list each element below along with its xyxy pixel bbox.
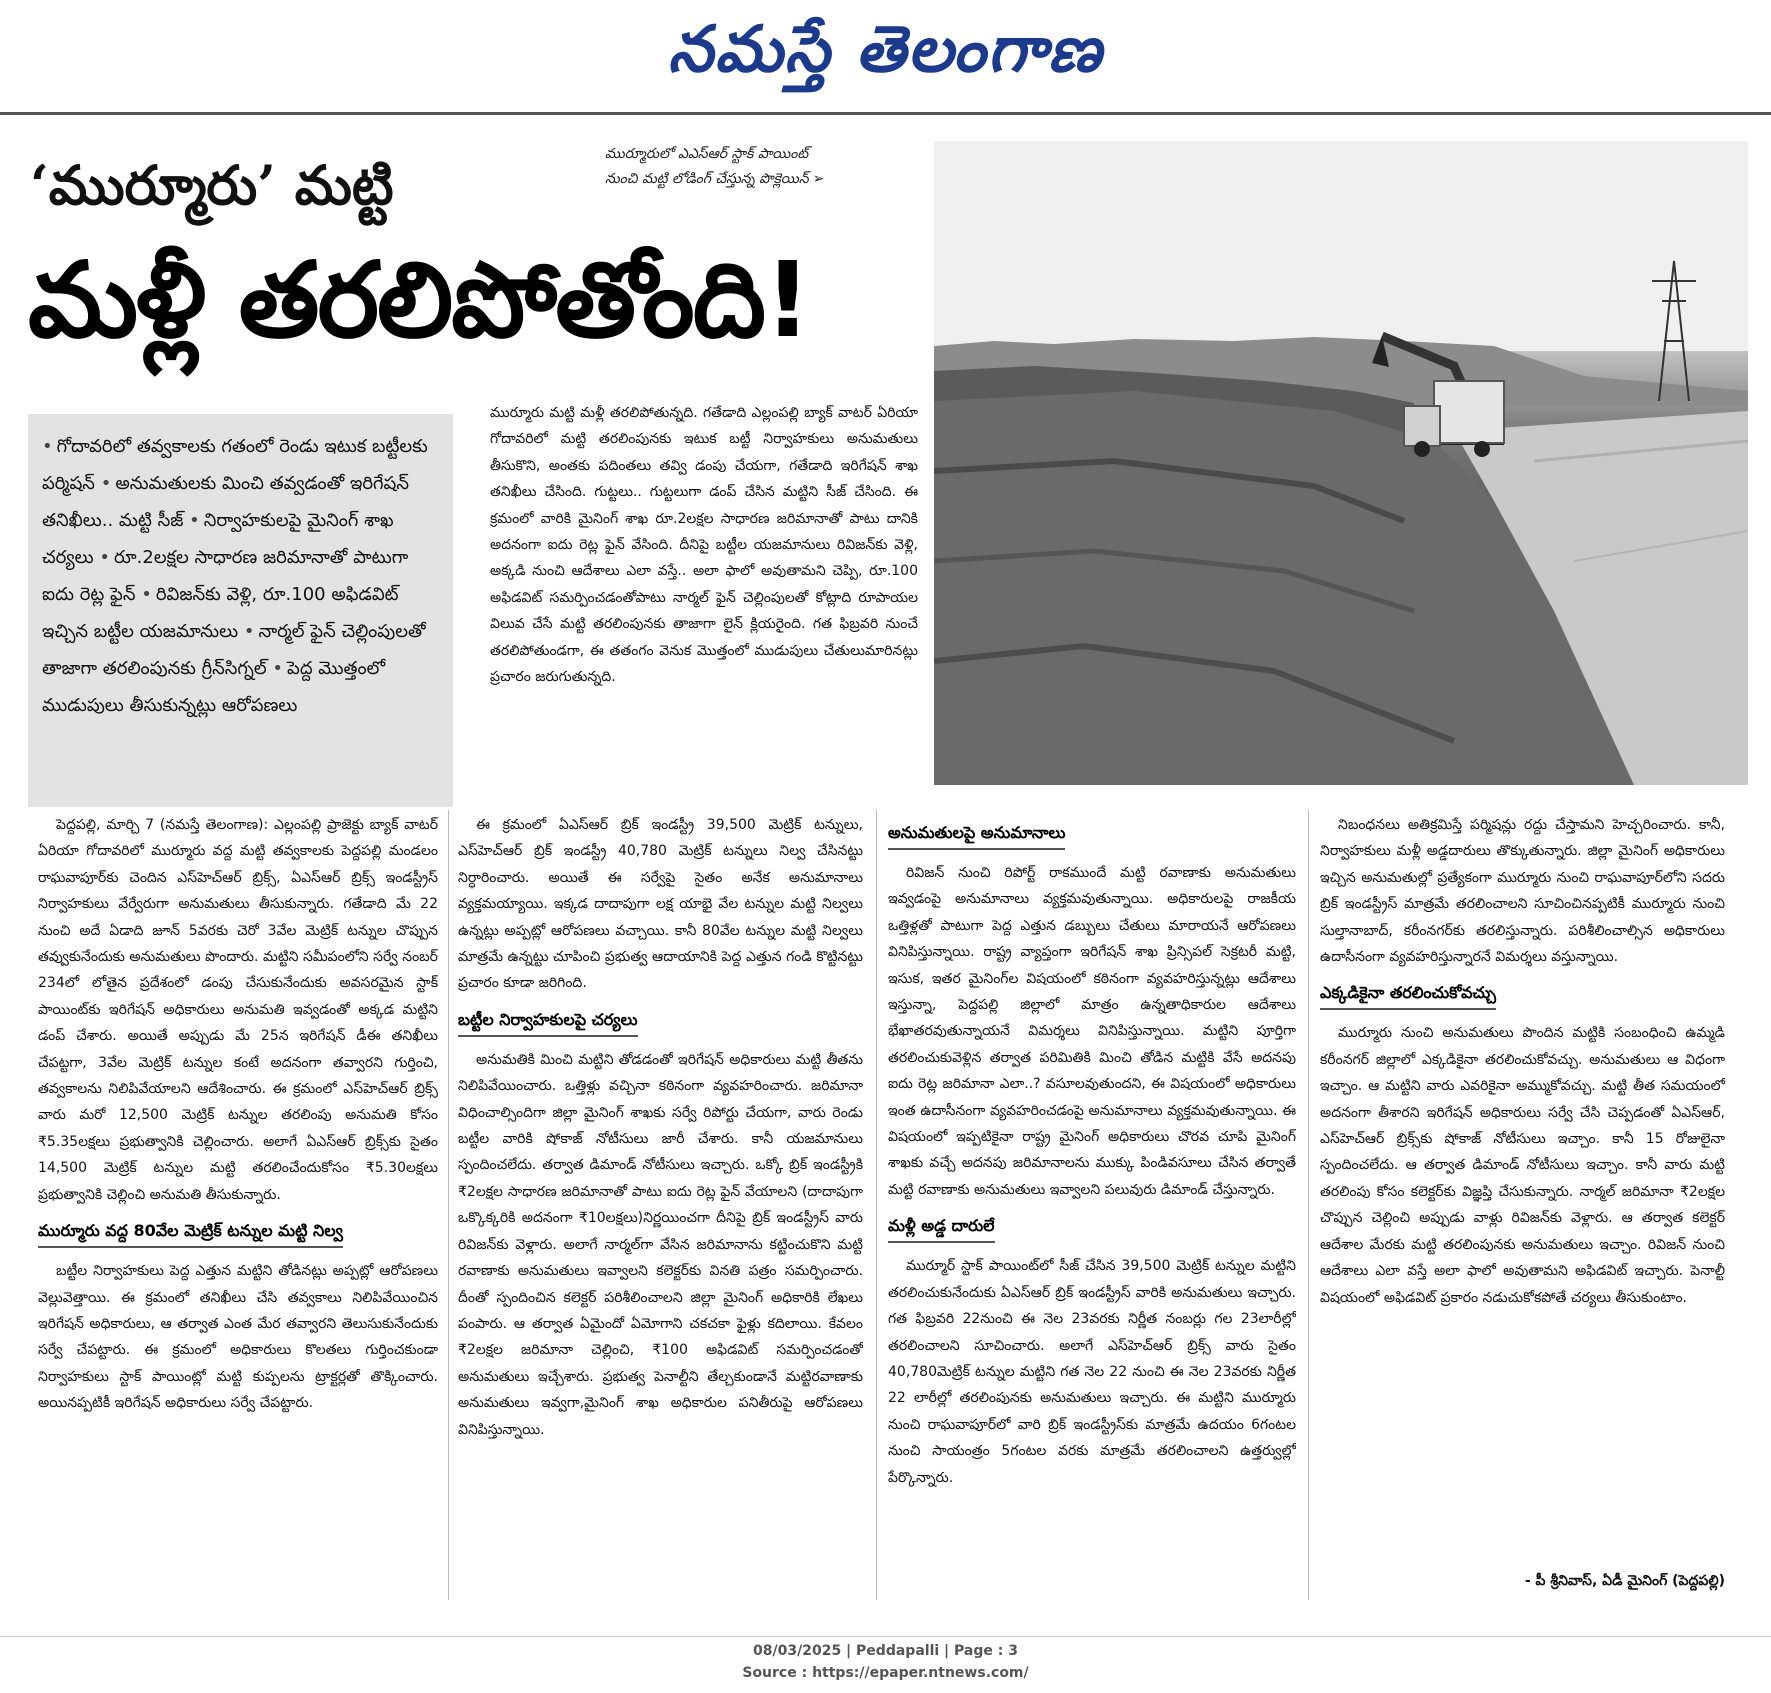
newspaper-logo: నమస్తే తెలంగాణ xyxy=(667,12,1104,87)
section-subhead: ఎక్కడికైనా తరలించుకోవచ్చు xyxy=(1320,978,1496,1010)
summary-box xyxy=(28,414,453,807)
article-column-1 xyxy=(38,812,438,1602)
section-subhead: ముర్మూరు వద్ద 80వేల మెట్రిక్ టన్నుల మట్టి నిల్వ xyxy=(38,1216,343,1248)
photo-caption-line: ముర్మూరులో ఎఎస్ఆర్ స్టాక్ పాయింట్ xyxy=(605,146,809,162)
summary-point: గోదావరిలో తవ్వకాలకు గతంలో రెండు ఇటుక బట్టీలకు పర్మిషన్ xyxy=(42,436,428,494)
body-paragraph: ముర్మూర్ స్టాక్ పాయింట్‌లో సీజ్ చేసిన 39,500 మెట్రిక్ టన్నుల మట్టిని తరలించుకునేందుకు ఏఎస్‌ఆర్ బ్రిక్ ఇండస్ట్రీస్ వారికి అనుమతులు ఇచ్చారు. గత ఫిబ్రవరి 22నుంచి ఈ నెల 23వరకు నిర్ణీత నంబర్లు గల 23లారీల్లో తరలించాలని సూచించారు. అలాగే ఎస్‌హెచ్‌ఆర్ బ్రిక్స్ వారు సైతం 40,780మెట్రిక్ టన్నుల మట్టిని గత నెల 22 నుంచి ఈ నెల 23వరకు నిర్ణీత 22 లారీల్లో తరలింపునకు అనుమతులు ఇచ్చారు. ఈ మట్టిని ముర్మూరు నుంచి రాఘవాపూర్‌లో వారి బ్రిక్ ఇండస్ట్రీస్‌కు మాత్రమే ఉదయం 6గంటల నుంచి సాయంత్రం 5గంటల వరకు మాత్రమే తరలించాలని ఉత్తర్వుల్లో పేర్కొన్నారు. xyxy=(888,1258,1296,1486)
article-column-3 xyxy=(888,812,1296,1602)
bullet-icon: • xyxy=(141,584,152,605)
bullet-icon: • xyxy=(272,658,284,679)
bullet-icon: • xyxy=(243,621,255,642)
article-column-2 xyxy=(458,812,863,1602)
bullet-icon: • xyxy=(189,510,200,531)
section-subhead: మళ్లీ అడ్డ దారులే xyxy=(888,1211,995,1243)
photo-caption-line xyxy=(605,167,910,192)
section-subhead: అనుమతులపై అనుమానాలు xyxy=(888,818,1065,850)
page-footer xyxy=(0,1640,1771,1684)
masthead-divider xyxy=(0,112,1771,115)
body-paragraph: బట్టీల నిర్వాహకులు పెద్ద ఎత్తున మట్టిని తోడినట్లు అప్పట్లో ఆరోపణలు వెల్లువెత్తాయి. ఈ క్రమంలో తనిఖీలు చేసి తవ్వకాలు నిలిపివేయించిన ఇరిగేషన్ అధికారులు, ఆ తర్వాత ఎంత మేర తవ్వారని తెలుసుకునేందుకు సర్వే చేపట్టారు. ఈ క్రమంలో అధికారులు కొలతలు గుర్తించకుండా నిర్వాహకులు స్టాక్ పాయింట్లో మట్టి కుప్పలను ట్రాక్టర్లతో తొక్కించారు. అయినప్పటికీ ఇరిగేషన్ అధికారులు సర్వే చేపట్టారు. xyxy=(38,1263,438,1412)
masthead xyxy=(0,0,1771,112)
edition-info: 08/03/2025 | Peddapalli | Page : 3 xyxy=(753,1643,1018,1659)
body-paragraph: పెద్దపల్లి, మార్చి 7 (నమస్తే తెలంగాణ): ఎల్లంపల్లి ప్రాజెక్టు బ్యాక్ వాటర్ ఏరియా గోదావరిలో ముర్మూరు వద్ద మట్టి తవ్వకాలకు పెద్దపల్లి మండలం రాఘవాపూర్‌కు చెందిన ఎస్‌హెచ్‌ఆర్ బ్రిక్స్, ఏఎస్‌ఆర్ బ్రిక్స్ ఇండస్ట్రీస్ నిర్వాహకులు వేర్వేరుగా అనుమతులు తీసుకున్నారు. గతేడాది మే 22 నుంచి అదే ఏడాది జూన్ 5వరకు చెరో 3వేల మెట్రిక్ టన్నుల చొప్పున తవ్వుకునేందుకు అనుమతులు పొందారు. మట్టిని సమీపంలోని సర్వే నంబర్ 234లో లోతైన ప్రదేశంలో డంపు చేసుకునేందుకు అవసరమైన స్టాక్ పాయింట్‌కు ఇరిగేషన్ అధికారులు అనుమతి ఇవ్వడంతో అక్కడ మట్టిని డంప్ చేశారు. అయితే అప్పుడు మే 25న ఇరిగేషన్ డీఈ తనిఖీలు చేపట్టగా, 3వేల మెట్రిక్ టన్నుల కంటే అదనంగా తవ్వారని గుర్తించి, తవ్వకాలను నిలిపివేయాలని ఆదేశించారు. ఈ క్రమంలో ఎస్‌హెచ్‌ఆర్ బ్రిక్స్ వారు మరో 12,500 మెట్రిక్ టన్నుల తరలింపు అనుమతి కోసం ₹5.35లక్షలు ప్రభుత్వానికి చెల్లించారు. అలాగే ఏఎస్‌ఆర్ బ్రిక్స్‌కు సైతం 14,500 మెట్రిక్ టన్నుల మట్టి తరలించేందుకోసం ₹5.30లక్షలు ప్రభుత్వానికి చెల్లించి అనుమతి తీసుకున్నారు. xyxy=(38,817,438,1203)
lead-paragraph: ముర్మూరు మట్టి మళ్లీ తరలిపోతున్నది. గతేడాది ఎల్లంపల్లి బ్యాక్ వాటర్ ఏరియా గోదావరిలో మట్టి తరలింపునకు ఇటుక బట్టీ నిర్వాహకులు అనుమతులు తీసుకొని, అంతకు పదింతలు తవ్వి డంపు చేయగా, గతేడాది ఇరిగేషన్ శాఖ తనిఖీలు చేసింది. గుట్టలు.. గుట్టలుగా డంప్ చేసిన మట్టిని సీజ్ చేసింది. ఈ క్రమంలో వారికి మైనింగ్ శాఖ రూ.2లక్షల సాధారణ జరిమానాతో పాటు దానికి అదనంగా ఐదు రెట్ల ఫైన్ వేసింది. దీనిపై బట్టీల యజమానులు రివిజన్‌కు వెళ్లి, అక్కడి నుంచి ఆదేశాలు ఎలా వస్తే.. అలా ఫాలో అవుతామని చెప్పి, రూ.100 అఫిడవిట్ సమర్పించడంతోపాటు నార్మల్ ఫైన్ చెల్లింపులతో కోట్లాది రూపాయల విలువ చేసే మట్టి తరలింపునకు తాజాగా లైన్ క్లియరైంది. గత ఫిబ్రవరి నుంచే తరలిపోతుండగా, ఈ తతంగం వెనుక మొత్తంలో ముడుపులు చేతులుమారినట్లు ప్రచారం జరుగుతున్నది. xyxy=(490,405,919,686)
bullet-icon: • xyxy=(99,547,110,568)
summary-point: రూ.2లక్షల సాధారణ జరిమానాతో పాటుగా ఐదు రెట్ల ఫైన్ xyxy=(42,547,409,605)
footer-divider xyxy=(0,1636,1771,1637)
body-paragraph: అనుమతికి మించి మట్టిని తోడడంతో ఇరిగేషన్ అధికారులు మట్టి తీతను నిలిపివేయించారు. ఒత్తిళ్లు వచ్చినా కఠినంగా వ్యవహరించారు. జరిమానా విధించాల్సిందిగా జిల్లా మైనింగ్ శాఖకు సర్వే రిపోర్టు చేయగా, వారు రెండు బట్టీల వారికి షోకాజ్ నోటీసులు జారీ చేశారు. కానీ యజమానులు స్పందించలేదు. తర్వాత డిమాండ్ నోటీసులు ఇచ్చారు. ఒక్కో బ్రిక్ ఇండస్ట్రీకి ₹2లక్షల సాధారణ జరిమానాతో పాటు ఐదు రెట్ల ఫైన్ వేయాలని (దాదాపుగా ఒక్కొక్కరికి అదనంగా ₹10లక్షలు)నిర్ణయించగా దీనిపై బ్రిక్ ఇండస్ట్రీస్ వారు రివిజన్‌కు వెళ్లారు. అలాగే నార్మల్‌గా వేసిన జరిమానాను కట్టించుకొని మట్టి రవాణాకు అనుమతులు ఇవ్వాలని కలెక్టర్‌కు వినతి పత్రం సమర్పించారు. దీంతో స్పందించిన కలెక్టర్ పరిశీలించాలని జిల్లా మైనింగ్ అధికారికి లేఖలు పంపారు. ఆ తర్వాత ఏమైందో ఏమోగాని చకచకా ఫైళ్లు కదిలాయి. కేవలం ₹2లక్షల జరిమానా చెల్లించి, ₹100 అఫిడవిట్ సమర్పించడంతో అనుమతులు ఇచ్చేశారు. ప్రభుత్వ పెనాల్టీని తేల్చకుండానే మట్టిరవాణాకు అనుమతులు ఇవ్వగా,మైనింగ్ శాఖ అధికారుల పనితీరుపై ఆరోపణలు వినిపిస్తున్నాయి. xyxy=(458,1051,863,1438)
photo-caption-text: నుంచి మట్టి లోడింగ్ చేస్తున్న పొక్లెయిన్ xyxy=(605,171,809,187)
headline: మళ్లీ తరలిపోతోంది! xyxy=(28,239,810,361)
column-divider xyxy=(448,810,449,1600)
photo-illustration xyxy=(934,141,1748,785)
body-paragraph: నిబంధనలు అతిక్రమిస్తే పర్మిషన్లు రద్దు చేస్తామని హెచ్చరించారు. కానీ, నిర్వాహకులు మళ్లీ అడ్డదారులు తొక్కుతున్నారు. జిల్లా మైనింగ్ అధికారులు ఇచ్చిన అనుమతుల్లో ప్రత్యేకంగా ముర్మూరు నుంచి రాఘవాపూర్‌లోని సదరు బ్రిక్ ఇండస్ట్రీస్ మాత్రమే తరలించాలని సూచించినప్పటికీ ముర్మూరు నుంచి సుల్తానాబాద్, కరీంనగర్‌కు తరలిస్తున్నారు. పరిశీలించాల్సిన అధికారులు ఉదాసీనంగా వ్యవహరిస్తున్నారనే విమర్శలు వస్తున్నాయి. xyxy=(1320,817,1725,966)
summary-point: పెద్ద మొత్తంలో ముడుపులు తీసుకున్నట్లు ఆరోపణలు xyxy=(42,658,386,716)
summary-point: నార్మల్ ఫైన్ చెల్లింపులతో తాజాగా తరలింపునకు గ్రీన్‌సిగ్నల్ xyxy=(42,621,426,679)
bullet-icon: • xyxy=(42,436,53,457)
body-paragraph: ముర్మూరు నుంచి అనుమతులు పొందిన మట్టికి సంబంధించి ఉమ్మడి కరీంనగర్ జిల్లాలో ఎక్కడికైనా తరలించుకోవచ్చు. అనుమతులు ఆ విధంగా ఇచ్చాం. ఆ మట్టిని వారు ఎవరికైనా అమ్ముకోవచ్చు. మట్టి తీత సమయంలో అదనంగా తీశారని ఇరిగేషన్ అధికారులు సర్వే చేసి చెప్పడంతో ఏఎస్‌ఆర్, ఎస్‌హెచ్‌ఆర్ బ్రిక్స్‌కు షోకాజ్ నోటీసులు ఇచ్చాం. కానీ 15 రోజులైనా స్పందించలేదు. ఆ తర్వాత డిమాండ్ నోటీసులు ఇచ్చాం. కానీ వారు మట్టి తరలింపు కోసం కలెక్టర్‌కు విజ్ఞప్తి చేసుకున్నారు. నార్మల్ జరిమానా ₹2లక్షల చొప్పున చెల్లించి అప్పుడు వాళ్లు రివిజన్‌కు వెళ్లారు. ఆ తర్వాత కలెక్టర్ ఆదేశాల మేరకు మట్టి తరలింపునకు అనుమతులు ఇచ్చాం. రివిజన్ నుంచి ఆదేశాలు ఎలా వస్తే అలా ఫాలో అవుతామని అఫిడవిట్ ఇచ్చారు. పెనాల్టీ విషయంలో అఫిడవిట్ ప్రకారం నడుచుకోకపోతే చర్యలు తీసుకుంటాం. xyxy=(1320,1025,1725,1306)
body-paragraph: ఈ క్రమంలో ఏఎస్‌ఆర్ బ్రిక్ ఇండస్ట్రీ 39,500 మెట్రిక్ టన్నులు, ఎస్‌హెచ్‌ఆర్ బ్రిక్ ఇండస్ట్రీ 40,780 మెట్రిక్ టన్నులు నిల్వ చేసినట్టు నిర్ధారించారు. అయితే ఈ సర్వేపై సైతం అనేక అనుమానాలు వ్యక్తమయ్యాయి. ఇక్కడ దాదాపుగా లక్ష యాభై వేల టన్నుల మట్టి నిల్వలు ఉన్నట్లు అప్పట్లో ఆరోపణలు వచ్చాయి. కానీ 80వేల టన్నుల మట్టి నిల్వలు మాత్రమే ఉన్నట్టు చూపించి ప్రభుత్వ ఆదాయానికి పెద్ద ఎత్తున గండి కొట్టినట్టు ప్రచారం కూడా జరిగింది. xyxy=(458,817,863,992)
column-divider xyxy=(1308,810,1309,1600)
section-subhead: బట్టీల నిర్వాహకులపై చర్యలు xyxy=(458,1005,638,1037)
bullet-icon: • xyxy=(100,473,112,494)
summary-point: రివిజన్‌కు వెళ్లి, రూ.100 అఫిడవిట్ ఇచ్చిన బట్టీల యజమానులు xyxy=(42,584,399,642)
summary-point: నిర్వాహకులపై మైనింగ్ శాఖ చర్యలు xyxy=(42,510,394,568)
photo-caption xyxy=(605,142,910,192)
source-link[interactable]: Source : https://epaper.ntnews.com/ xyxy=(742,1665,1029,1681)
column-divider xyxy=(876,810,877,1600)
arrow-icon: ➢ xyxy=(812,171,825,187)
article-column-4 xyxy=(1320,812,1725,1602)
summary-point: అనుమతులకు మించి తవ్వడంతో ఇరిగేషన్ తనిఖీలు.. మట్టి సీజ్ xyxy=(42,473,409,531)
body-paragraph: రివిజన్ నుంచి రిపోర్ట్ రాకముందే మట్టి రవాణాకు అనుమతులు ఇవ్వడంపై అనుమానాలు వ్యక్తమవుతున్నాయి. అధికారులపై రాజకీయ ఒత్తిళ్లతో పాటుగా పెద్ద ఎత్తున డబ్బులు చేతులు మారాయనే ఆరోపణలు వినిపిస్తున్నాయి. రాష్ట్ర వ్యాప్తంగా ఇరిగేషన్ శాఖ ప్రిన్సిపల్ సెక్రటరీ మట్టి, ఇసుక, ఇతర మైనింగ్‌ల విషయంలో కఠినంగా వ్యవహరిస్తున్నట్లు ఆదేశాలు ఇస్తున్నా, పెద్దపల్లి జిల్లాలో మాత్రం ఉన్నతాధికారుల ఆదేశాలు భేఖాతరవుతున్నాయనే విమర్శలు వినిపిస్తున్నాయి. మట్టిని పూర్తిగా తరలించుకువెళ్లిన తర్వాత పరిమితికి మించి తోడిన మట్టికి వేసే అదనపు ఐదు రెట్ల జరిమానా ఎలా..? వసూలవుతుందని, ఈ విషయంలో అధికారులు ఇంత ఉదాసీనంగా వ్యవహరించడంపై అనుమానాలు వ్యక్తమవుతున్నాయి. ఈ విషయంలో ఇప్పటికైనా రాష్ట్ర మైనింగ్ అధికారులు చొరవ చూపి మైనింగ్ శాఖకు వచ్చే అదనపు జరిమానాలను ముక్కు పిండివసూలు చేసిన తర్వాతే మట్టి రవాణాకు అనుమతులు ఇవ్వాలని పలువురు డిమాండ్ చేస్తున్నారు. xyxy=(888,865,1296,1198)
quote-byline: - పీ శ్రీనివాస్, ఏడీ మైనింగ్ (పెద్దపల్లి) xyxy=(1524,1573,1725,1589)
headline-kicker: ‘ముర్మూరు’ మట్టి xyxy=(30,153,394,217)
excavator-truck-photo xyxy=(934,141,1748,785)
summary-text xyxy=(42,428,439,724)
